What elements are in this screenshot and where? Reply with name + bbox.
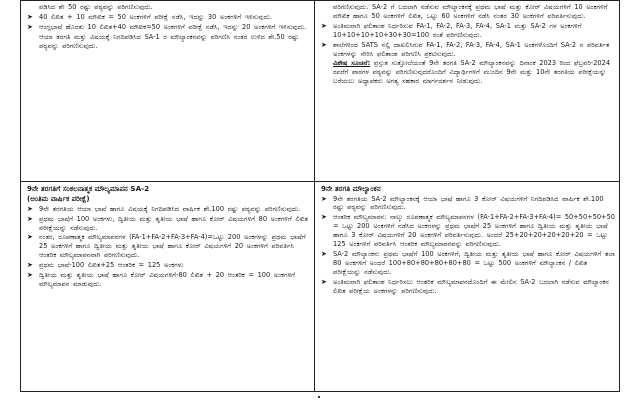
list-item: ➤ ಅಂತಿಮವಾಗಿ ಫಲಿತಾಂಶ ನಿರ್ಧರಿಸಲು ಆಂತರಿಕ ಮೌಲ್ಯಮಾಪನದೊಂದಿಗೆ ಈ ಮೇಲಿನ SA-2 ಬದಲಾಗಿ ನಡೆಸುವ ಮೌಲ್ಯಾಂಕನ ಲಿಖಿತ ಪರೀಕ್ಷೆಯ ಅಂಕಗಳನ್ನು ಪರಿಗಣಿಸುವುದು. — [321, 278, 616, 296]
left-bottom-list — [27, 205, 310, 289]
cell-left-top — [21, 1, 314, 181]
list-item: ➤ ಆಂತರಿಕ ಮೌಲ್ಯಮಾಪನ: ನಾಲ್ಕು ರೂಪಣಾತ್ಮಕ ಮೌಲ್ಯಮಾಪನಗಳ (FA-1+FA-2+FA-3+FA-4)= 50+50+50+50 = ಒಟ್ಟು 200 ಅಂಕಗಳಿಗೆ ನಡೆಸಿದ ಅಂಕಗಳನ್ನು ಪ್ರಥಮ ಭಾಷೆಗೆ 25 ಅಂಕಗಳಿಗೆ ಹಾಗೂ ದ್ವಿತೀಯ ಮತ್ತು ತೃತೀಯ ಭಾಷೆ ಹಾಗೂ 3 ಕೋರ್ ವಿಷಯಗಳಿಗೆ 20 ಅಂಕಗಳಿಗೆ ಪರಿವರ್ತಿಸುವುದು. ಅಂದರೆ 25+20+20+20+20+20 = ಒಟ್ಟು 125 ಅಂಕಗಳಿಗೆ ಪರಿವರ್ತಿಸಿ ಆಂತರಿಕ ಮೌಲ್ಯಮಾಪನವನ್ನು ಪರಿಗಣಿಸುವುದು. — [321, 213, 616, 249]
right-bottom-list — [321, 195, 616, 296]
list-item: ಆಯಾ ತರಗತಿ ಮತ್ತು ವಿಷಯಕ್ಕೆ ನಿಗದಿಪಡಿಸಿದ SA-1 ರ ಮೌಲ್ಯಾಂಕನವನ್ನು ಪರಿಗಣಿಸಿ ನಂತರ ಉಳಿದ ಶೇ.50 ರಷ್ಟು ಪಠ್ಯವನ್ನು ಪರಿಗಣಿಸುವುದು. — [39, 32, 299, 50]
list-item: ➤ 9ನೇ ತರಗತಿಯ ಆಯಾ ಭಾಷೆ ಹಾಗೂ ವಿಷಯಕ್ಕೆ ನಿಗದಿಪಡಿಸಿದ ವಾರ್ಷಿಕ ಶೇ.100 ರಷ್ಟು ಪಠ್ಯವನ್ನು ಪರಿಗಣಿಸುವುದು. — [27, 205, 310, 214]
list-item: ಪಡಿಸಿದ ಶೇ 50 ರಷ್ಟು ಪಠ್ಯವನ್ನು ಪರಿಗಣಿಸುವುದು. — [39, 3, 153, 11]
list-item: ➤ ಶಾಲೆಗಳಿಂದ SATS ನಲ್ಲಿ ದಾಖಲಿಸಿರುವ FA-1, FA-2, FA-3, FA-4, SA-1 ಅಂಕಗಳೊಂದಿಗೆ SA-2 ನ ಪರಿವರ್ತಿತ ಅಂಕಗಳನ್ನು ಸೇರಿಸಿ ಫಲಿತಾಂಶ ಪರಿಗಣಿಸಿ ಪ್ರಕಟಿಸುವುದು. — [321, 41, 616, 59]
left-top-list — [27, 3, 310, 51]
list-item: ➤ ದ್ವಿತೀಯ ಮತ್ತು ತೃತೀಯ ಭಾಷೆ ಹಾಗೂ ಕೋರ್ ವಿಷಯಗಳಿಗೆ-80 ಲಿಖಿತ + 20 ಆಂತರಿಕ = 100 ಅಂಕಗಳಿಗೆ ಮೌಲ್ಯಮಾಪನ ಮಾಡುವುದು. — [27, 271, 310, 289]
section-subheading-final-exam: (ಅಂತಿಮ ವಾರ್ಷಿಕ ಪರೀಕ್ಷೆ) — [27, 194, 90, 203]
section-heading-sa2: 9ನೇ ತರಗತಿಗೆ ಸಂಕಲನಾತ್ಮಕ ಮೌಲ್ಯಮಾಪನ SA-2 — [27, 184, 150, 193]
list-item: ➤ ಅಂತಿಮವಾಗಿ ಫಲಿತಾಂಶ ನಿರ್ಧರಿಸುವ FA-1, FA-2, FA-3, FA-4, SA-1 ಮತ್ತು SA-2 ಗಳ ಅಂಕಗಳಿಗೆ 10+10+10+10+30+30=100 ರಂತೆ ಪರಿಗಣಿಸುವುದು. — [321, 22, 616, 40]
page-mark — [318, 396, 320, 398]
special-note-text: ಪ್ರಸ್ತುತ ಸುತ್ತೋಲೆಯಂತೆ 9ನೇ ತರಗತಿ SA-2 ಮೌಲ್ಯಾಂಕನವನ್ನು ದಿನಾಂಕ 2023 ರಿಂದ ಫೆಬ್ರವರಿ-2024 ರವರೆಗೆ ಪಾಠಗಳ ಪಠ್ಯವನ್ನು ಪರಿಗಣಿಸುವುದರೊಂದಿಗೆ ವಿದ್ಯಾರ್ಥಿಗಳಿಗೆ ಮುಂದಿನ 9ನೇ ಮತ್ತು 10ನೇ ತರಗತಿಯ ಪರೀಕ್ಷೆಯನ್ನು ಬರೆಯಲು ಅಧ್ಯಾಪಕರು ಅಗತ್ಯ ಸಹಕಾರ ಮಾರ್ಗದರ್ಶನ ನೀಡುವುದು. — [333, 59, 611, 86]
special-note — [333, 59, 616, 86]
list-item: ➤ ಪ್ರಥಮ ಭಾಷೆಗೆ 100 ಅಂಕಗಳು, ದ್ವಿತೀಯ ಮತ್ತು ತೃತೀಯ ಭಾಷೆ ಹಾಗೂ ಕೋರ್ ವಿಷಯಗಳಿಗೆ 80 ಅಂಕಗಳಿಗೆ ಲಿಖಿತ ಪರೀಕ್ಷೆಯನ್ನು ನಡೆಸುವುದು. — [27, 215, 310, 233]
section-heading-class9: 9ನೇ ತರಗತಿ ಮೌಲ್ಯಾಂಕನ — [321, 184, 381, 193]
list-item: ➤ 40 ಲಿಖಿತ + 10 ಮೌಖಿಕ = 50 ಅಂಕಗಳಿಗೆ ಪರೀಕ್ಷೆ ನಡೆಸಿ, ಇದನ್ನು 30 ಅಂಕಗಳಿಗೆ ಇಳಿಸುವುದು. — [27, 13, 310, 22]
list-item: ➤ SA-2 ಮೌಲ್ಯಾಂಕನ: ಪ್ರಥಮ ಭಾಷೆಗೆ 100 ಅಂಕಗಳಿಗೆ, ದ್ವಿತೀಯ ಮತ್ತು ತೃತೀಯ ಭಾಷೆ ಹಾಗೂ ಕೋರ್ ವಿಷಯಗಳಿಗೆ ತಲಾ 80 ಅಂಕಗಳಿಗೆ ಅಂದರೆ 100+80+80+80+80+80 = ಒಟ್ಟು 500 ಅಂಕಗಳಿಗೆ ಮೌಲ್ಯಾಂಕನ / ಲಿಖಿತ ಪರೀಕ್ಷೆಯನ್ನು ನಡೆಸುವುದು. — [321, 250, 616, 277]
table-frame — [20, 0, 620, 392]
cell-left-bottom — [21, 182, 314, 392]
special-note-label: ವಿಶೇಷ ಸೂಚನೆ: — [333, 59, 371, 68]
cell-right-top — [315, 1, 620, 181]
list-item: ➤ 9ನೇ ತರಗತಿಯ SA-2 ಮೌಲ್ಯಾಂಕನಕ್ಕೆ ಆಯಾ ಭಾಷೆ ಹಾಗೂ 3 ಕೋರ್ ವಿಷಯಗಳಿಗೆ ನಿಗದಿಪಡಿಸಿದ ವಾರ್ಷಿಕ ಶೇ.100 ರಷ್ಟು ಪಠ್ಯವನ್ನು ಪರಿಗಣಿಸುವುದು. — [321, 195, 616, 213]
list-item: ಪರಿಗಣಿಸುವುದು. SA-2 ಗೆ ಬದಲಾಗಿ ನಡೆಸುವ ಮೌಲ್ಯಾಂಕನಕ್ಕೆ ಪ್ರಥಮ ಭಾಷೆ ಮತ್ತು ಕೋರ್ ವಿಷಯಗಳಿಗೆ 10 ಅಂಕಗಳಿಗೆ ಮೌಖಿಕ ಹಾಗೂ 50 ಅಂಕಗಳಿಗೆ ಲಿಖಿತ, ಒಟ್ಟು 60 ಅಂಕಗಳಿಗೆ ನಡೆಸಿ ನಂತರ 30 ಅಂಕಗಳಿಗೆ ಪರಿವರ್ತಿಸುವುದು. — [333, 3, 608, 20]
list-item: ➤ ಪ್ರಥಮ ಭಾಷೆ-100 ಲಿಖಿತ+25 ಆಂತರಿಕ = 125 ಅಂಕಗಳು — [27, 261, 310, 270]
list-item: ➤ ಆಂಗ್ಲಭಾಷೆ ಹೊರತು 10 ಲಿಖಿತ+40 ಮೌಖಿಕ=50 ಅಂಕಗಳಿಗೆ ಪರೀಕ್ಷೆ ನಡೆಸಿ, ಇದನ್ನು 20 ಅಂಕಗಳಿಗೆ ಇಳಿಸುವುದು. — [27, 23, 310, 32]
cell-right-bottom — [315, 182, 620, 392]
right-top-list — [321, 3, 616, 58]
list-item: ➤ ನಂತರ, ರೂಪಣಾತ್ಮಕ ಮೌಲ್ಯಮಾಪನಗಳ (FA-1+FA-2+FA-3+FA-4)=ಒಟ್ಟು 200 ಅಂಕಗಳನ್ನು ಪ್ರಥಮ ಭಾಷೆಗೆ 25 ಅಂಕಗಳಿಗೆ ಹಾಗೂ ದ್ವಿತೀಯ ಮತ್ತು ತೃತೀಯ ಭಾಷೆ ಹಾಗೂ ಕೋರ್ ವಿಷಯಗಳಿಗೆ 20 ಅಂಕಗಳಿಗೆ ಪರಿವರ್ತಿಸಿ ಆಂತರಿಕ ಮೌಲ್ಯಮಾಪನವಾಗಿ ಪರಿಗಣಿಸುವುದು. — [27, 233, 310, 260]
